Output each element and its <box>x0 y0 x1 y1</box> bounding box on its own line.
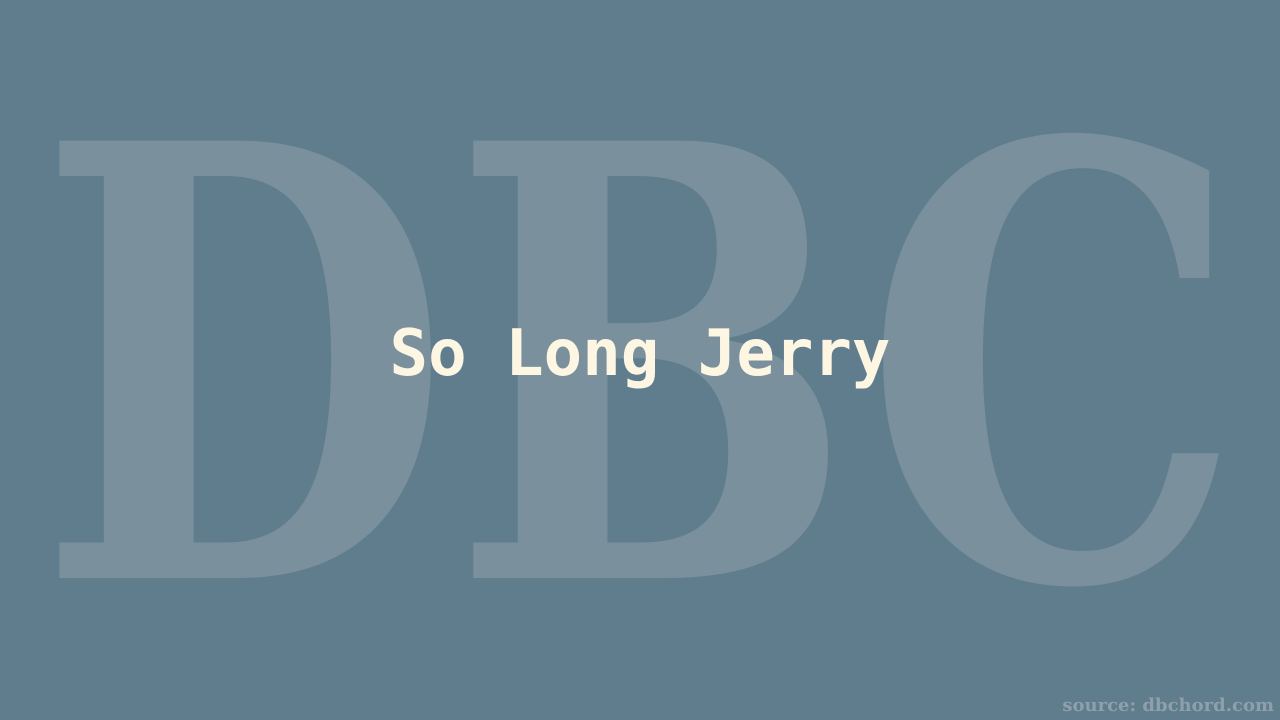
song-title: So Long Jerry <box>389 317 891 391</box>
dbc-watermark-text: DBC <box>37 15 1243 720</box>
source-credit: source: dbchord.com <box>1062 695 1274 716</box>
